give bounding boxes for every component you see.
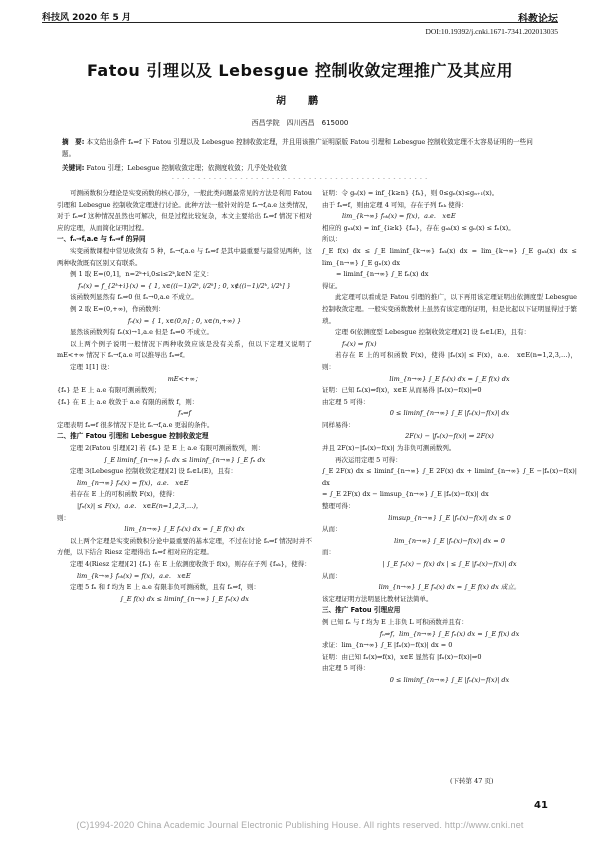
equation: |fₙ(x)| ≤ F(x)，a.e. x∈E(n=1,2,3,…)，	[77, 502, 203, 511]
page-number: 41	[534, 800, 548, 811]
equation: fₙ(x) ⇒ f(x)	[342, 339, 377, 348]
paragraph: 例 1 取 E=(0,1]，n=2ᵏ+i,0≤i≤2ᵏ,k∈N 定义：	[70, 270, 213, 279]
text-line: 从而：	[322, 525, 342, 534]
text-line: 则：	[57, 513, 70, 522]
paragraph: 定理 1[1] 设：	[70, 362, 114, 371]
keywords-text: Fatou 引理；Lebesgue 控制收敛定理；依测度收敛；几乎处处收敛	[86, 164, 287, 172]
text-line: 相应的 gₙₖ(x) = inf_{i≥k} {fₙᵢ}，存在 gₙₖ(x) ≤ gₙ(x) ≤ fₙ(x)。	[322, 223, 515, 232]
equation: ∫_E liminf_{n→∞} fₙ dx ≤ liminf_{n→∞} ∫_E fₙ dx	[103, 455, 266, 464]
text-line: = ∫_E 2F(x) dx − limsup_{n→∞} ∫_E |fₙ(x)−f(x)| dx	[322, 490, 489, 499]
paragraph: 可测函数积分理论是实变函数的核心部分，一般此类问题最常见的方法是利用 Fatou 引理和 Lebesgue 控制收敛定理进行讨论。此种方法一般针对的是 fₙ→f,a.e 这类情况，对于 fₙ⇒f 这种情况虽然也可解决，但是过程比较复杂，本文主要给出 fₙ⇒f 情况下相对应的定理，从而简化证明过程。	[57, 189, 312, 232]
abstract	[62, 136, 542, 160]
equation: 2F(x) − |fₙ(x)−f(x)| ⇒ 2F(x)	[405, 432, 494, 441]
text-line: 定理表明 fₙ⇒f 很多情况下是比 fₙ→f,a.e 更弱的条件。	[57, 420, 214, 429]
text-line: 同样易得：	[322, 420, 355, 429]
paragraph: 定理 4(Riesz 定理)[2] {fₙ} 在 E 上依测度收敛于 f(x)，则存在子列 {fₙₖ}，使得：	[70, 560, 311, 568]
section-heading: 一、fₙ→f,a.e 与 fₙ⇒f 的异同	[57, 235, 146, 244]
text-line: 而：	[322, 548, 335, 557]
equation: 0 ≤ liminf_{n→∞} ∫_E |fₙ(x)−f(x)| dx	[389, 675, 510, 684]
equation: mE<+∞；	[167, 374, 202, 383]
text-line: 得证。	[322, 281, 342, 290]
right-column	[322, 188, 577, 788]
text-line: 求证：lim_{n→∞} ∫_E |fₙ(x)−f(x)| dx = 0	[322, 641, 453, 650]
paragraph: 若存在 E 上的可积函数 F(x)，使得：	[70, 490, 179, 499]
affiliation: 西昌学院 四川西昌 615000	[251, 119, 349, 127]
keywords	[62, 162, 542, 172]
paragraph: 定理 3(Lebesgue 控制收敛定理)[2] 设 fₙ∈L(E)，且有：	[70, 467, 238, 476]
paper-title: Fatou 引理以及 Lebesgue 控制收敛定理推广及其应用	[86, 61, 514, 80]
equation: lim_{n→∞} ∫_E fₙ(x) dx = ∫_E f(x) dx 成立。	[378, 583, 521, 592]
equation: lim_{n→∞} fₙ(x) = f(x)，a.e. x∈E	[77, 478, 189, 487]
paragraph: 定理 6(依测度型 Lebesgue 控制收敛定理)[2] 设 fₙ∈L(E)，且有：	[335, 328, 531, 337]
equation: lim_{n→∞} ∫_E |fₙ(x)−f(x)| dx = 0	[394, 536, 505, 545]
paragraph: 以上两个定理是实变函数积分论中最重要的基本定理，不过在讨论 fₙ⇒f 情况时并不方便，以下结合 Riesz 定理得出 fₙ⇒f 相对应的定理。	[57, 536, 312, 557]
paragraph: 此定理可以看成是 Fatou 引理的推广，以下再用该定理证明出依测度型 Lebesgue 控制收敛定理。一般实变函数教材上虽然有该定理的证明，但是比起以下证明显得过于繁琐。	[322, 293, 577, 325]
doi: DOI:10.19392/j.cnki.1671-7341.202013035	[425, 27, 558, 36]
text-line: 该定理证明方法明显比教材证法简单。	[322, 594, 433, 603]
paragraph: 定理 5 fₙ 和 f 均为 E 上 a.e 有限非负可测函数，且有 fₙ⇒f，则：	[70, 583, 261, 592]
equation: lim_{k→∞} fₙₖ(x) = f(x)，a.e. x∈E	[77, 571, 191, 580]
text-line: 证明：令 gₙ(x) = inf_{k≥n} {fₖ}，则 0≤gₙ(x)≤gₙ₊₁(x)。	[322, 189, 499, 197]
equation: 0 ≤ liminf_{n→∞} ∫_E |fₙ(x)−f(x)| dx	[389, 409, 510, 418]
left-column	[57, 188, 312, 788]
equation: lim_{n→∞} ∫_E fₙ(x) dx = ∫_E f(x) dx	[124, 525, 245, 534]
header-rule	[42, 22, 558, 23]
abstract-text: 本文给出条件 fₙ⇒f 下 Fatou 引理以及 Lebesgue 控制收敛定理，并且用该推广证明原版 Fatou 引理和 Lebesgue 控制收敛定理不太容易证明的一些问题。	[62, 138, 533, 158]
text-line: 所以：	[322, 235, 342, 244]
paragraph: 再次运用定理 5 可得：	[335, 455, 402, 464]
text-line: 由于 fₙ⇒f，则由定理 4 可知，存在子列 fₙₖ 使得：	[322, 200, 468, 209]
paragraph: 该函数列显然有 fₙ⇒0 但 fₙ→0,a.e 不成立。	[70, 293, 198, 302]
equation: fₙ(x) = { 1, x∈(0,n] ; 0, x∈(n,+∞) }	[127, 316, 242, 325]
text-line: 由定理 5 可得：	[322, 664, 370, 673]
section-heading: 三、推广 Fatou 引理应用	[322, 606, 401, 615]
continued-note: (下转第 47 页)	[450, 777, 494, 785]
paragraph: 以上两个例子说明一般情况下两种收敛应该是没有关系，但以下定理又说明了 mE<+∞ 情况下 fₙ→f,a.e 可以推导出 fₙ⇒f。	[57, 339, 312, 360]
equation: ∫_E f(x) dx ≤ liminf_{n→∞} ∫_E fₙ(x) dx	[120, 594, 249, 603]
copyright-footer: (C)1994-2020 China Academic Journal Electronic Publishing House. All rights reserved. http://www.cnki.net	[76, 820, 524, 830]
text-line: 例 已知 fₙ 与 f 均为 E 上非负 L 可积函数并且有：	[322, 617, 468, 626]
text-line: 证明：已知 fₙ(x)⇒f(x)，x∈E 从而易得 |fₙ(x)−f(x)|⇒0	[322, 386, 482, 395]
text-line: 证明：由已知 fₙ(x)⇒f(x)，x∈E 显然有 |fₙ(x)−f(x)|⇒0	[322, 652, 482, 661]
paragraph: 若存在 E 上的可积函数 F(x)，使得 |fₙ(x)| ≤ F(x)，a.e. x∈E(n=1,2,3,…)，则：	[322, 351, 577, 371]
equation: = liminf_{n→∞} ∫_E fₙ(x) dx	[336, 270, 429, 279]
equation: | ∫_E fₙ(x) − f(x) dx | ≤ ∫_E |fₙ(x)−f(x)| dx	[382, 560, 517, 568]
section-separator: - - - - - - - - - - - - - - - - - - - - - - - - - - - - - - - - - - - - - - - - - - - - - - - - -	[171, 176, 429, 182]
text-line: ∫_E f(x) dx ≤ ∫_E liminf_{k→∞} fₙₖ(x) dx = lim_{k→∞} ∫_E gₙₖ(x) dx ≤ lim_{n→∞} ∫_E gₙ(x) dx	[322, 246, 577, 267]
equation: fₙ⇒f，lim_{n→∞} ∫_E fₙ(x) dx = ∫_E f(x) dx	[379, 629, 520, 638]
paragraph: 例 2 取 E=(0,+∞)，作函数列：	[70, 304, 165, 313]
section-heading: 二、推广 Fatou 引理和 Lebesgue 控制收敛定理	[57, 432, 209, 441]
column-name: 科教论坛	[518, 14, 558, 25]
abstract-label: 摘 要:	[62, 138, 85, 146]
text-line: 整理可得：	[322, 502, 355, 511]
text-line: ∫_E 2F(x) dx ≤ liminf_{n→∞} ∫_E 2F(x) dx + liminf_{n→∞} ∫_E −|fₙ(x)−f(x)| dx	[322, 467, 577, 487]
paragraph: 实变函数课程中常见收敛有 5 种，fₙ→f,a.e 与 fₙ⇒f 是其中最重要与最常见两种，这两种收敛既有区别又有联系。	[57, 246, 312, 267]
keywords-label: 关键词:	[62, 164, 85, 172]
text-line: 由定理 5 可得：	[322, 397, 370, 406]
paragraph: 定理 2(Fatou 引理)[2] 若 {fₙ} 是 E 上 a.e 有限可测函数列，则：	[70, 444, 265, 453]
equation: limsup_{n→∞} ∫_E |fₙ(x)−f(x)| dx ≤ 0	[388, 513, 511, 522]
paragraph: 显然该函数列有 fₙ(x)→1,a.e 但是 fₙ⇒0 不成立。	[70, 328, 213, 337]
equation: fₙ(x) = f_{2ᵏ+i}(x) = { 1, x∈((i−1)/2ᵏ, i/2ᵏ] ; 0, x∉((i−1)/2ᵏ, i/2ᵏ] }	[78, 281, 291, 290]
journal-name: 科技风 2020 年 5 月	[42, 13, 131, 23]
author: 胡 鹏	[276, 96, 324, 107]
text-line: {fₙ} 是 E 上 a.e 有限可测函数列；	[57, 386, 161, 395]
text-line: {fₙ} 在 E 上 a.e 收敛于 a.e 有限的函数 f，则：	[57, 397, 199, 406]
equation: lim_{k→∞} fₙₖ(x) = f(x)，a.e. x∈E	[342, 212, 456, 221]
equation: lim_{n→∞} ∫_E fₙ(x) dx = ∫_E f(x) dx	[389, 374, 510, 383]
text-line: 并且 2F(x)−|fₙ(x)−f(x)| 为非负可测函数列。	[322, 444, 456, 453]
equation: fₙ⇒f	[178, 409, 191, 418]
text-line: 从而：	[322, 571, 342, 580]
